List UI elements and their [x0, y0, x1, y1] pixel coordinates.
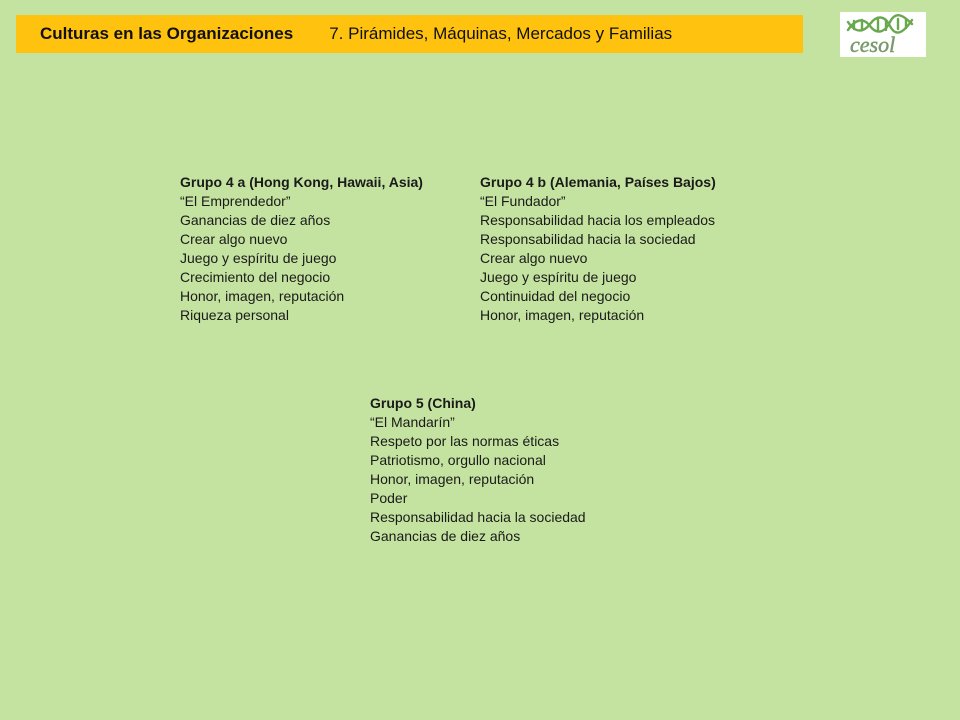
group-4b-item: Juego y espíritu de juego [480, 269, 637, 285]
group-5-title: Grupo 5 (China) [370, 395, 476, 411]
group-4a-title: Grupo 4 a (Hong Kong, Hawaii, Asia) [180, 174, 423, 190]
topic-title: 7. Pirámides, Máquinas, Mercados y Familias [329, 24, 673, 43]
group-4a-item: Riqueza personal [180, 307, 289, 323]
group-4b-item: Continuidad del negocio [480, 288, 631, 304]
group-4b-item: “El Fundador” [480, 193, 566, 209]
group-5-item: “El Mandarín” [370, 414, 455, 430]
group-4b-item: Responsabilidad hacia la sociedad [480, 231, 696, 247]
group-5-item: Ganancias de diez años [370, 528, 521, 544]
group-5-item: Respeto por las normas éticas [370, 433, 560, 449]
group-4a-item: Honor, imagen, reputación [180, 288, 345, 304]
logo-text: cesol [850, 32, 896, 57]
group-5-item: Honor, imagen, reputación [370, 471, 535, 487]
group-4b-title: Grupo 4 b (Alemania, Países Bajos) [480, 174, 716, 190]
group-4b [480, 173, 716, 325]
group-4b-item: Honor, imagen, reputación [480, 307, 645, 323]
header-bar [16, 15, 803, 53]
group-5-item: Responsabilidad hacia la sociedad [370, 509, 586, 525]
dna-helix-icon [840, 12, 926, 57]
group-4b-item: Responsabilidad hacia los empleados [480, 212, 716, 228]
group-4a-item: “El Emprendedor” [180, 193, 291, 209]
group-4a-item: Ganancias de diez años [180, 212, 331, 228]
course-title: Culturas en las Organizaciones [40, 24, 294, 43]
group-5-item: Patriotismo, orgullo nacional [370, 452, 546, 468]
group-4a-item: Juego y espíritu de juego [180, 250, 337, 266]
group-4a-item: Crear algo nuevo [180, 231, 288, 247]
group-4a-item: Crecimiento del negocio [180, 269, 331, 285]
group-4b-item: Crear algo nuevo [480, 250, 588, 266]
group-5-item: Poder [370, 490, 408, 506]
group-5 [370, 394, 586, 546]
cesol-logo [840, 12, 926, 57]
group-4a [180, 173, 423, 325]
